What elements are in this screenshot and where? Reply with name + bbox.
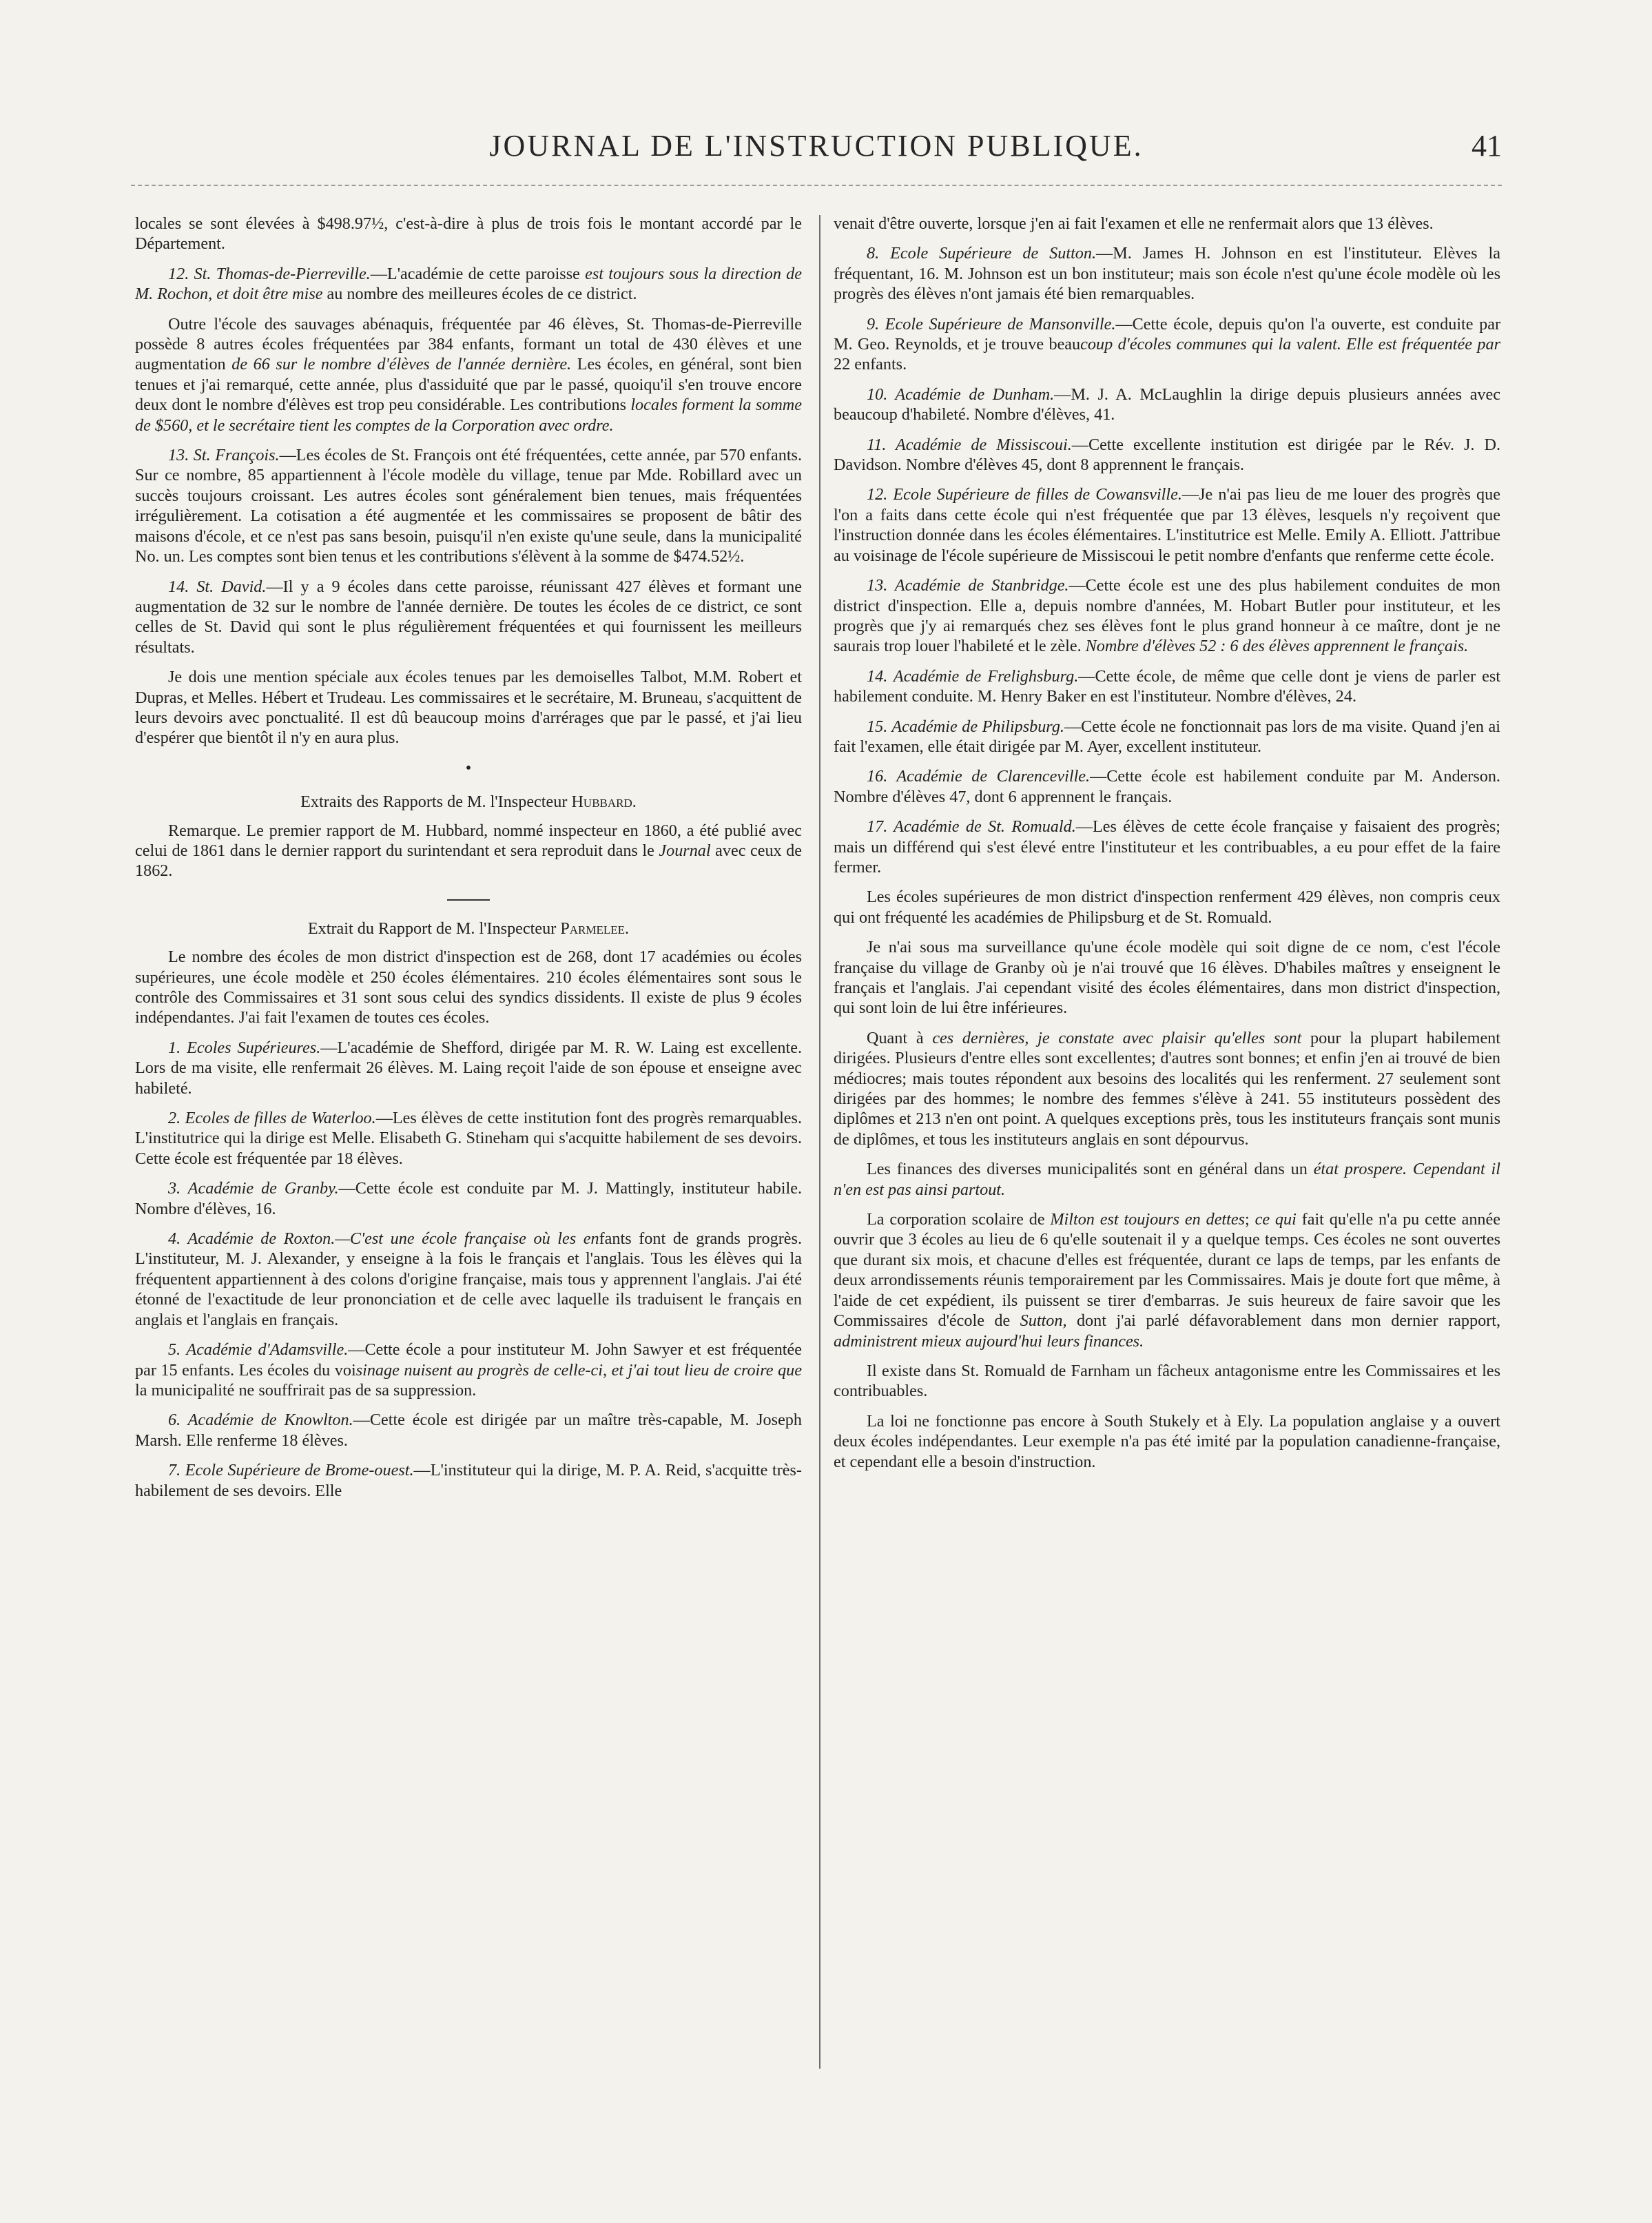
section-heading: 12. St. Thomas-de-Pierreville. [168,264,371,283]
paragraph: Remarque. Le premier rapport de M. Hubbard, nommé inspecteur en 1860, a été publié avec celui de 1861 dans le dernier rapport du surintendant et sera reproduit dans le Journal avec ceux de 1862. [135,821,803,881]
paragraph: Le nombre des écoles de mon district d'inspection est de 268, dont 17 académies ou écoles supérieures, une école modèle et 250 écoles élémentaires. 210 écoles élémentaires sont sous le contrôle des Commissaires et 31 sont sous celui des syndics dissidents. Il existe de plus 9 écoles indépendantes. J'ai fait l'examen de toutes ces écoles. [135,947,802,1027]
section-heading: 7. Ecole Supérieure de Brome-ouest. [168,1461,414,1480]
section-heading: 15. Académie de Philipsburg. [867,717,1064,736]
section-heading: 17. Académie de St. Romuald. [867,817,1076,837]
paragraph: 14. Académie de Frelighsburg.—Cette école, de même que celle dont je viens de parler est habilement conduite. M. Henry Baker en est l'instituteur. Nombre d'élèves, 24. [834,666,1500,706]
header-rule [131,185,1502,186]
section-heading: 9. Ecole Supérieure de Mansonville. [867,314,1116,334]
left-column [135,214,802,1510]
section-separator [447,899,490,901]
paragraph: Les finances des diverses municipalités sont en général dans un état prospere. Cependant il n'en est pas ainsi partout. [834,1160,1500,1199]
section-heading: 5. Académie d'Adamsville. [168,1340,349,1360]
section-heading: 13. St. François. [168,446,280,465]
paragraph: Quant à ces dernières, je constate avec plaisir qu'elles sont pour la plupart habilement dirigées. Plusieurs d'entre elles sont excellentes; d'autres sont bonnes; et enfin j'en ai trouvé de bien médiocres; mais toutes répondent aux besoins des localités qui les renferment. 27 seulement sont dirigées par des hommes; le nombre des femmes s'élève à 241. 55 instituteurs possèdent des diplômes et 213 n'en ont point. A quelques exceptions près, tous les instituteurs français sont munis de diplômes, et tous les instituteurs anglais en sont dépourvus. [834,1028,1500,1149]
paragraph: Il existe dans St. Romuald de Farnham un fâcheux antagonisme entre les Commissaires et les contribuables. [834,1361,1500,1401]
hubbard-heading: Extraits des Rapports de M. l'Inspecteur Hubbard. [300,792,637,812]
section-heading: 13. Académie de Stanbridge. [867,576,1069,595]
paragraph: Je n'ai sous ma surveillance qu'une école modèle qui soit digne de ce nom, c'est l'école française du village de Granby où je n'ai trouvé que 16 élèves. D'habiles maîtres y enseignent le français et l'anglais. J'ai cependant visité des écoles élémentaires, dans mon district d'inspection, qui sont loin de lui être inférieures. [834,938,1500,1018]
paragraph: locales se sont élevées à $498.97½, c'est-à-dire à plus de trois fois le montant accordé par le Département. [135,214,802,254]
section-heading: 10. Académie de Dunham. [867,385,1055,404]
paragraph: 11. Académie de Missiscoui.—Cette excellente institution est dirigée par le Rév. J. D. Davidson. Nombre d'élèves 45, dont 8 apprennent le français. [834,435,1500,475]
paragraph: La corporation scolaire de Milton est toujours en dettes; ce qui fait qu'elle n'a pu cette année ouvrir que 3 écoles au lieu de 6 qu'elle soutenait il y a quelque temps. Ces écoles ne sont ouvertes que durant six mois, et chacune d'elles est fréquentée, durant ce laps de temps, par les enfants de deux arrondissements réunis temporairement par les Commissaires. Mais je doute fort que même, à l'aide de cet expédient, ils puissent se tirer d'embarras. Je suis heureux de faire savoir que les Commissaires d'école de Sutton, dont j'ai parlé défavorablement dans mon dernier rapport, administrent mieux aujourd'hui leurs finances. [834,1210,1500,1351]
paragraph: 4. Académie de Roxton.—C'est une école française où les enfants font de grands progrès. L'instituteur, M. J. Alexander, y enseigne à la fois le français et l'anglais. Tous les élèves qui la fréquentent appartiennent à des colons d'origine française, mais tous y apprennent l'anglais. J'ai été étonné de l'exactitude de leur prononciation et de celle avec laquelle ils traduisent le français en anglais et l'anglais en français. [135,1229,802,1329]
paragraph: 17. Académie de St. Romuald.—Les élèves de cette école française y faisaient des progrès; mais un différend qui s'est élevé entre l'instituteur et les contribuables, a eu pour effet de la faire fermer. [834,817,1500,877]
paragraph: 14. St. David.—Il y a 9 écoles dans cette paroisse, réunissant 427 élèves et formant une augmentation de 32 sur le nombre de l'année dernière. De toutes les écoles de ce district, ce sont celles de St. David qui sont le plus régulièrement fréquentées et qui fournissent les meilleurs résultats. [135,577,802,657]
paragraph: 10. Académie de Dunham.—M. J. A. McLaughlin la dirige depuis plusieurs années avec beaucoup d'habileté. Nombre d'élèves, 41. [834,385,1500,424]
paragraph: 5. Académie d'Adamsville.—Cette école a pour instituteur M. John Sawyer et est fréquentée par 15 enfants. Les écoles du voisinage nuisent au progrès de celle-ci, et j'ai tout lieu de croire que la municipalité ne souffrirait pas de sa suppression. [135,1340,802,1400]
paragraph: 12. St. Thomas-de-Pierreville.—L'académie de cette paroisse est toujours sous la direction de M. Rochon, et doit être mise au nombre des meilleures écoles de ce district. [135,264,802,304]
paragraph: 2. Ecoles de filles de Waterloo.—Les élèves de cette institution font des progrès remarquables. L'institutrice qui la dirige est Melle. Elisabeth G. Stineham qui s'acquitte habilement de ses devoirs. Cette école est fréquentée par 18 élèves. [135,1109,802,1168]
section-heading: 12. Ecole Supérieure de filles de Cowansville. [867,485,1182,504]
journal-title: JOURNAL DE L'INSTRUCTION PUBLIQUE. [489,129,1144,163]
section-heading: 16. Académie de Clarenceville. [867,767,1091,786]
paragraph: venait d'être ouverte, lorsque j'en ai fait l'examen et elle ne renfermait alors que 13 élèves. [834,214,1434,233]
paragraph: Je dois une mention spéciale aux écoles tenues par les demoiselles Talbot, M.M. Robert et Dupras, et Melles. Hébert et Trudeau. Les commissaires et le secrétaire, M. Bruneau, s'acquittent de leurs devoirs avec ponctualité. Il est dû beaucoup moins d'arrérages que par le passé, et j'ai lieu d'espérer que bientôt il n'y en aura plus. [135,668,802,748]
section-heading: 6. Académie de Knowlton. [168,1411,353,1430]
paragraph: 13. Académie de Stanbridge.—Cette école est une des plus habilement conduites de mon district d'inspection. Elle a, depuis nombre d'années, M. Hobart Butler pour instituteur, et les progrès que j'y ai remarqués chez ses élèves font le plus grand honneur à ce maître, dont je ne saurais trop louer l'habileté et le zèle. Nombre d'élèves 52 : 6 des élèves apprennent le français. [834,576,1500,656]
paragraph: 15. Académie de Philipsburg.—Cette école ne fonctionnait pas lors de ma visite. Quand j'en ai fait l'examen, elle était dirigée par M. Ayer, excellent instituteur. [834,717,1500,756]
paragraph: 13. St. François.—Les écoles de St. François ont été fréquentées, cette année, par 570 enfants. Sur ce nombre, 85 appartiennent à l'école modèle du village, tenue par Mde. Robillard avec un succès toujours croissant. Les autres écoles sont généralement bien tenues, mais fréquentées irrégulièrement. La cotisation a été augmentée et les commissaires se proposent de bâtir des maisons d'école, et ce n'est pas sans besoin, puisqu'il n'en existe qu'une seule, dans la municipalité No. un. Les comptes sont bien tenus et les contributions s'élèvent à la somme de $474.52½. [135,446,802,566]
bullet-ornament: • [465,758,472,777]
paragraph: Outre l'école des sauvages abénaquis, fréquentée par 46 élèves, St. Thomas-de-Pierreville possède 8 autres écoles fréquentées par 384 enfants, formant un total de 430 élèves et une augmentation de 66 sur le nombre d'élèves de l'année dernière. Les écoles, en général, sont bien tenues et j'ai remarqué, cette année, plus d'assiduité que par le passé, quoiqu'il s'en trouve encore deux dont le nombre d'élèves est trop peu considérable. Les contributions locales forment la somme de $560, et le secrétaire tient les comptes de la Corporation avec ordre. [135,314,803,435]
section-heading: 8. Ecole Supérieure de Sutton. [867,244,1097,263]
right-column [834,214,1500,1482]
paragraph: 12. Ecole Supérieure de filles de Cowansville.—Je n'ai pas lieu de me louer des progrès que l'on a faits dans cette école qui n'est fréquentée que par 13 élèves, lesquels n'y reçoivent que l'instruction donnée dans les écoles élémentaires. L'institutrice est Melle. Emily A. Elliott. J'attribue au voisinage de l'école supérieure de Missiscoui le petit nombre d'enfants que renferme cette école. [834,485,1500,565]
page-header [131,128,1502,181]
section-heading: 2. Ecoles de filles de Waterloo. [168,1109,376,1128]
paragraph: 9. Ecole Supérieure de Mansonville.—Cette école, depuis qu'on l'a ouverte, est conduite par M. Geo. Reynolds, et je trouve beaucoup d'écoles communes qui la valent. Elle est fréquentée par 22 enfants. [834,314,1501,374]
paragraph: La loi ne fonctionne pas encore à South Stukely et à Ely. La population anglaise y a ouvert deux écoles indépendantes. Leur exemple n'a pas été imité par la population canadienne-française, et cependant elle a besoin d'instruction. [834,1411,1500,1471]
section-heading: 4. Académie de Roxton. [168,1229,335,1249]
paragraph: 6. Académie de Knowlton.—Cette école est dirigée par un maître très-capable, M. Joseph Marsh. Elle renferme 18 élèves. [135,1411,802,1450]
paragraph: 1. Ecoles Supérieures.—L'académie de Shefford, dirigée par M. R. W. Laing est excellente. Lors de ma visite, elle renfermait 26 élèves. M. Laing reçoit l'aide de son épouse et enseigne avec habileté. [135,1038,802,1098]
section-heading: 14. St. David. [168,577,267,596]
parmelee-heading: Extrait du Rapport de M. l'Inspecteur Parmelee. [307,919,630,938]
section-heading: 11. Académie de Missiscoui. [867,435,1072,454]
paragraph: 16. Académie de Clarenceville.—Cette école est habilement conduite par M. Anderson. Nombre d'élèves 47, dont 6 apprennent le français. [834,767,1500,806]
paragraph: 8. Ecole Supérieure de Sutton.—M. James H. Johnson en est l'instituteur. Elèves la fréquentant, 16. M. Johnson est un bon instituteur; mais son école n'est qu'une école modèle où les progrès des élèves n'ont jamais été bien remarquables. [834,244,1500,304]
column-divider [819,215,820,2069]
section-heading: 1. Ecoles Supérieures. [168,1038,321,1057]
section-heading: 14. Académie de Frelighsburg. [867,666,1079,686]
page-number: 41 [1472,129,1502,163]
paragraph: 3. Académie de Granby.—Cette école est conduite par M. J. Mattingly, instituteur habile. Nombre d'élèves, 16. [135,1179,803,1218]
paragraph: Les écoles supérieures de mon district d'inspection renferment 429 élèves, non compris ceux qui ont fréquenté les académies de Philipsburg et de St. Romuald. [834,888,1500,927]
paragraph: 7. Ecole Supérieure de Brome-ouest.—L'instituteur qui la dirige, M. P. A. Reid, s'acquitte très-habilement de ses devoirs. Elle [135,1461,802,1500]
section-heading: 3. Académie de Granby. [168,1179,339,1198]
